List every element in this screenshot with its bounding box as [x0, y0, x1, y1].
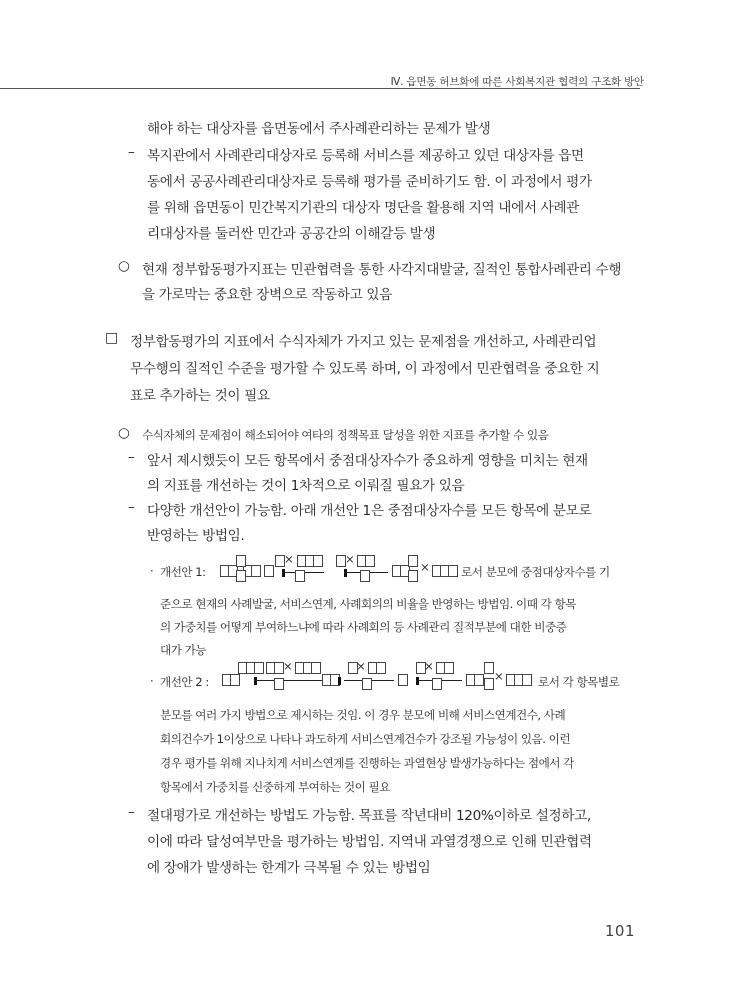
- formula-label: 개선안 2 :: [160, 675, 209, 689]
- text-line: 을 가로막는 중요한 장벽으로 작동하고 있음: [142, 287, 392, 303]
- text-line: 이에 따라 달성여부만을 평가하는 방법임. 지역내 과열경쟁으로 인해 민관협력: [147, 834, 592, 850]
- text-line: 표로 추가하는 것이 필요: [130, 388, 270, 404]
- text-line: 복지관에서 사례관리대상자로 등록해 서비스를 제공하고 있던 대상자를 읍면: [147, 148, 584, 164]
- formula-1: × × ×: [220, 555, 510, 579]
- text-line: 무수행의 질적인 수준을 평가할 수 있도록 하며, 이 과정에서 민관협력을 중요한 지: [130, 361, 600, 377]
- header-rule: [0, 88, 640, 89]
- formula-tail: 로서 각 항목별로: [538, 675, 620, 689]
- text-line: 앞서 제시했듯이 모든 항목에서 중점대상자수가 중요하게 영향을 미치는 현재: [147, 453, 588, 469]
- text-line: 정부합동평가의 지표에서 수식자체가 가지고 있는 문제점을 개선하고, 사례관리업: [130, 334, 597, 350]
- page-number: 101: [604, 922, 635, 940]
- dot-bullet: ·: [150, 564, 154, 578]
- text-line: 반영하는 방법임.: [147, 528, 245, 544]
- text-line: 에 장애가 발생하는 한계가 극복될 수 있는 방법임: [147, 860, 431, 876]
- dash-bullet: –: [128, 804, 135, 820]
- formula-2: × × × ×: [222, 662, 542, 686]
- text-line: 절대평가로 개선하는 방법도 가능함. 목표를 작년대비 120%이하로 설정하고,: [147, 808, 591, 824]
- text-line: 대가 가능: [160, 643, 206, 657]
- text-line: 의 가중치를 어떻게 부여하느냐에 따라 사례회의 등 사례관리 질적부분에 대한 비중증: [160, 620, 567, 634]
- text-line: 현재 정부합동평가지표는 민관협력을 통한 사각지대발굴, 질적인 통합사례관리 수행: [142, 262, 622, 278]
- dash-bullet: –: [128, 449, 135, 465]
- circle-bullet: ○: [118, 425, 130, 441]
- text-line: 다양한 개선안이 가능함. 아래 개선안 1은 중점대상자수를 모든 항목에 분모로: [147, 503, 592, 519]
- text-line: 경우 평가를 위해 지나치게 서비스연계를 진행하는 과열현상 발생가능하다는 점에서 각: [160, 756, 574, 770]
- text-line: 해야 하는 대상자를 읍면동에서 주사례관리하는 문제가 발생: [147, 121, 491, 137]
- running-header: Ⅳ. 읍면동 허브화에 따른 사회복지관 협력의 구조화 방안: [390, 76, 644, 88]
- text-line: 를 위해 읍면동이 민간복지기관의 대상자 명단을 활용해 지역 내에서 사례관: [147, 200, 579, 216]
- text-line: 회의건수가 1이상으로 나타나 과도하게 서비스연계건수가 강조될 가능성이 있음. 이런: [160, 732, 571, 746]
- square-bullet: □: [105, 330, 118, 346]
- text-line: 수식자체의 문제점이 해소되어야 여타의 정책목표 달성을 위한 지표를 추가할 수 있음: [142, 428, 549, 442]
- circle-bullet: ○: [118, 258, 130, 274]
- text-line: 분모를 여러 가지 방법으로 제시하는 것임. 이 경우 분모에 비해 서비스연계건수, 사례: [160, 708, 566, 722]
- text-line: 항목에서 가중치를 신중하게 부여하는 것이 필요: [160, 780, 390, 794]
- dot-bullet: ·: [150, 674, 154, 688]
- text-line: 동에서 공공사례관리대상자로 등록해 평가를 준비하기도 함. 이 과정에서 평가: [147, 174, 592, 190]
- dash-bullet: –: [128, 499, 135, 515]
- text-line: 준으로 현재의 사례발굴, 서비스연계, 사례회의의 비율을 반영하는 방법임. 이때 각 항목: [160, 597, 576, 611]
- dash-bullet: –: [128, 144, 135, 160]
- text-line: 리대상자를 둘러싼 민간과 공공간의 이해갈등 발생: [147, 226, 436, 242]
- text-line: 의 지표를 개선하는 것이 1차적으로 이뤄질 필요가 있음: [147, 478, 465, 494]
- formula-tail: 로서 분모에 중점대상자수를 기: [461, 565, 610, 579]
- formula-label: 개선안 1:: [160, 565, 206, 579]
